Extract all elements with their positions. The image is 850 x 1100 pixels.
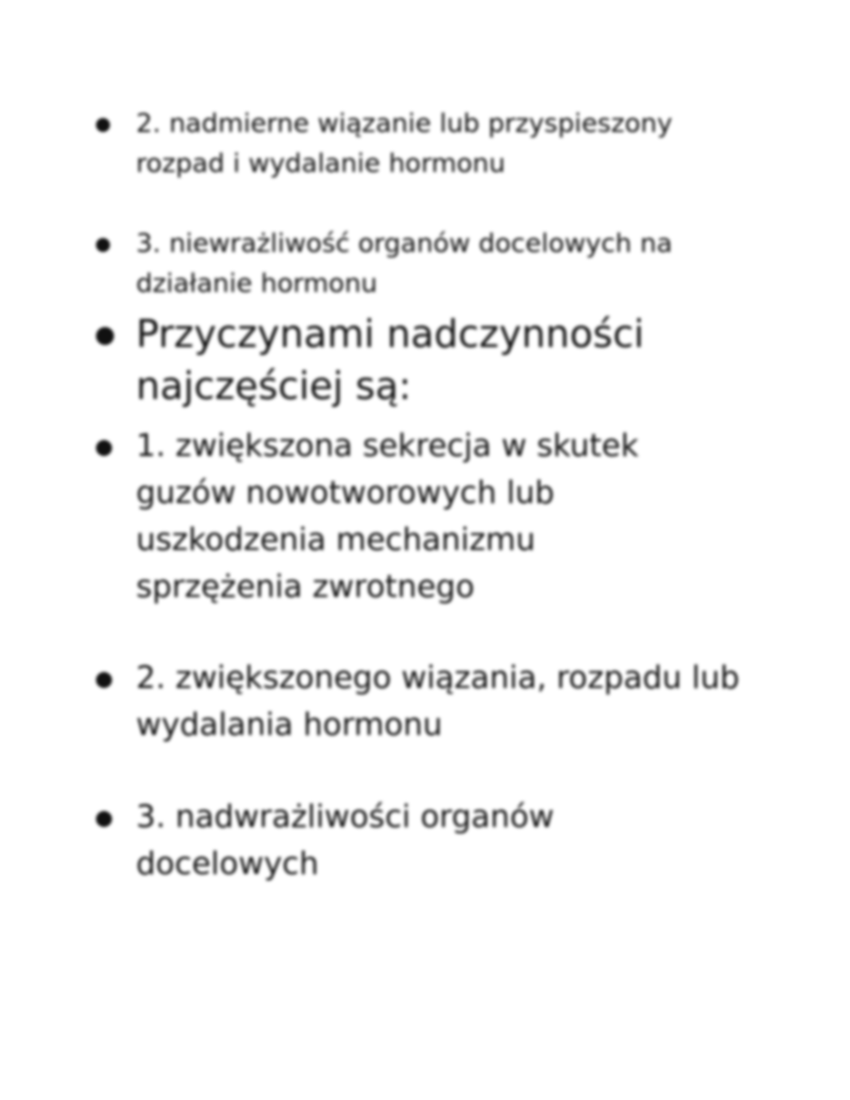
bullet-dot-icon xyxy=(96,238,110,252)
bullet-dot-icon xyxy=(96,672,112,688)
bullet-dot-icon xyxy=(96,118,110,132)
section-heading-text: Przyczynami nadczynności najczęściej są: xyxy=(136,312,645,408)
list-item-text: 2. nadmierne wiązanie lub przyspieszony rozpad i wydalanie hormonu xyxy=(136,109,673,179)
bullet-dot-icon xyxy=(96,327,114,345)
bullet-dot-icon xyxy=(96,440,112,456)
list-item-text: 3. nadwrażliwości organów docelowych xyxy=(136,799,555,882)
bullet-dot-icon xyxy=(96,811,112,827)
list-item-text: 1. zwiększona sekrecja w skutek guzów nowotworowych lub uszkodzenia mechanizmu sprzężenia zwrotnego xyxy=(136,428,639,605)
list-item-text: 2. zwiększonego wiązania, rozpadu lub wydalania hormonu xyxy=(136,660,740,743)
list-item-text: 3. niewrażliwość organów docelowych na działanie hormonu xyxy=(136,229,673,299)
